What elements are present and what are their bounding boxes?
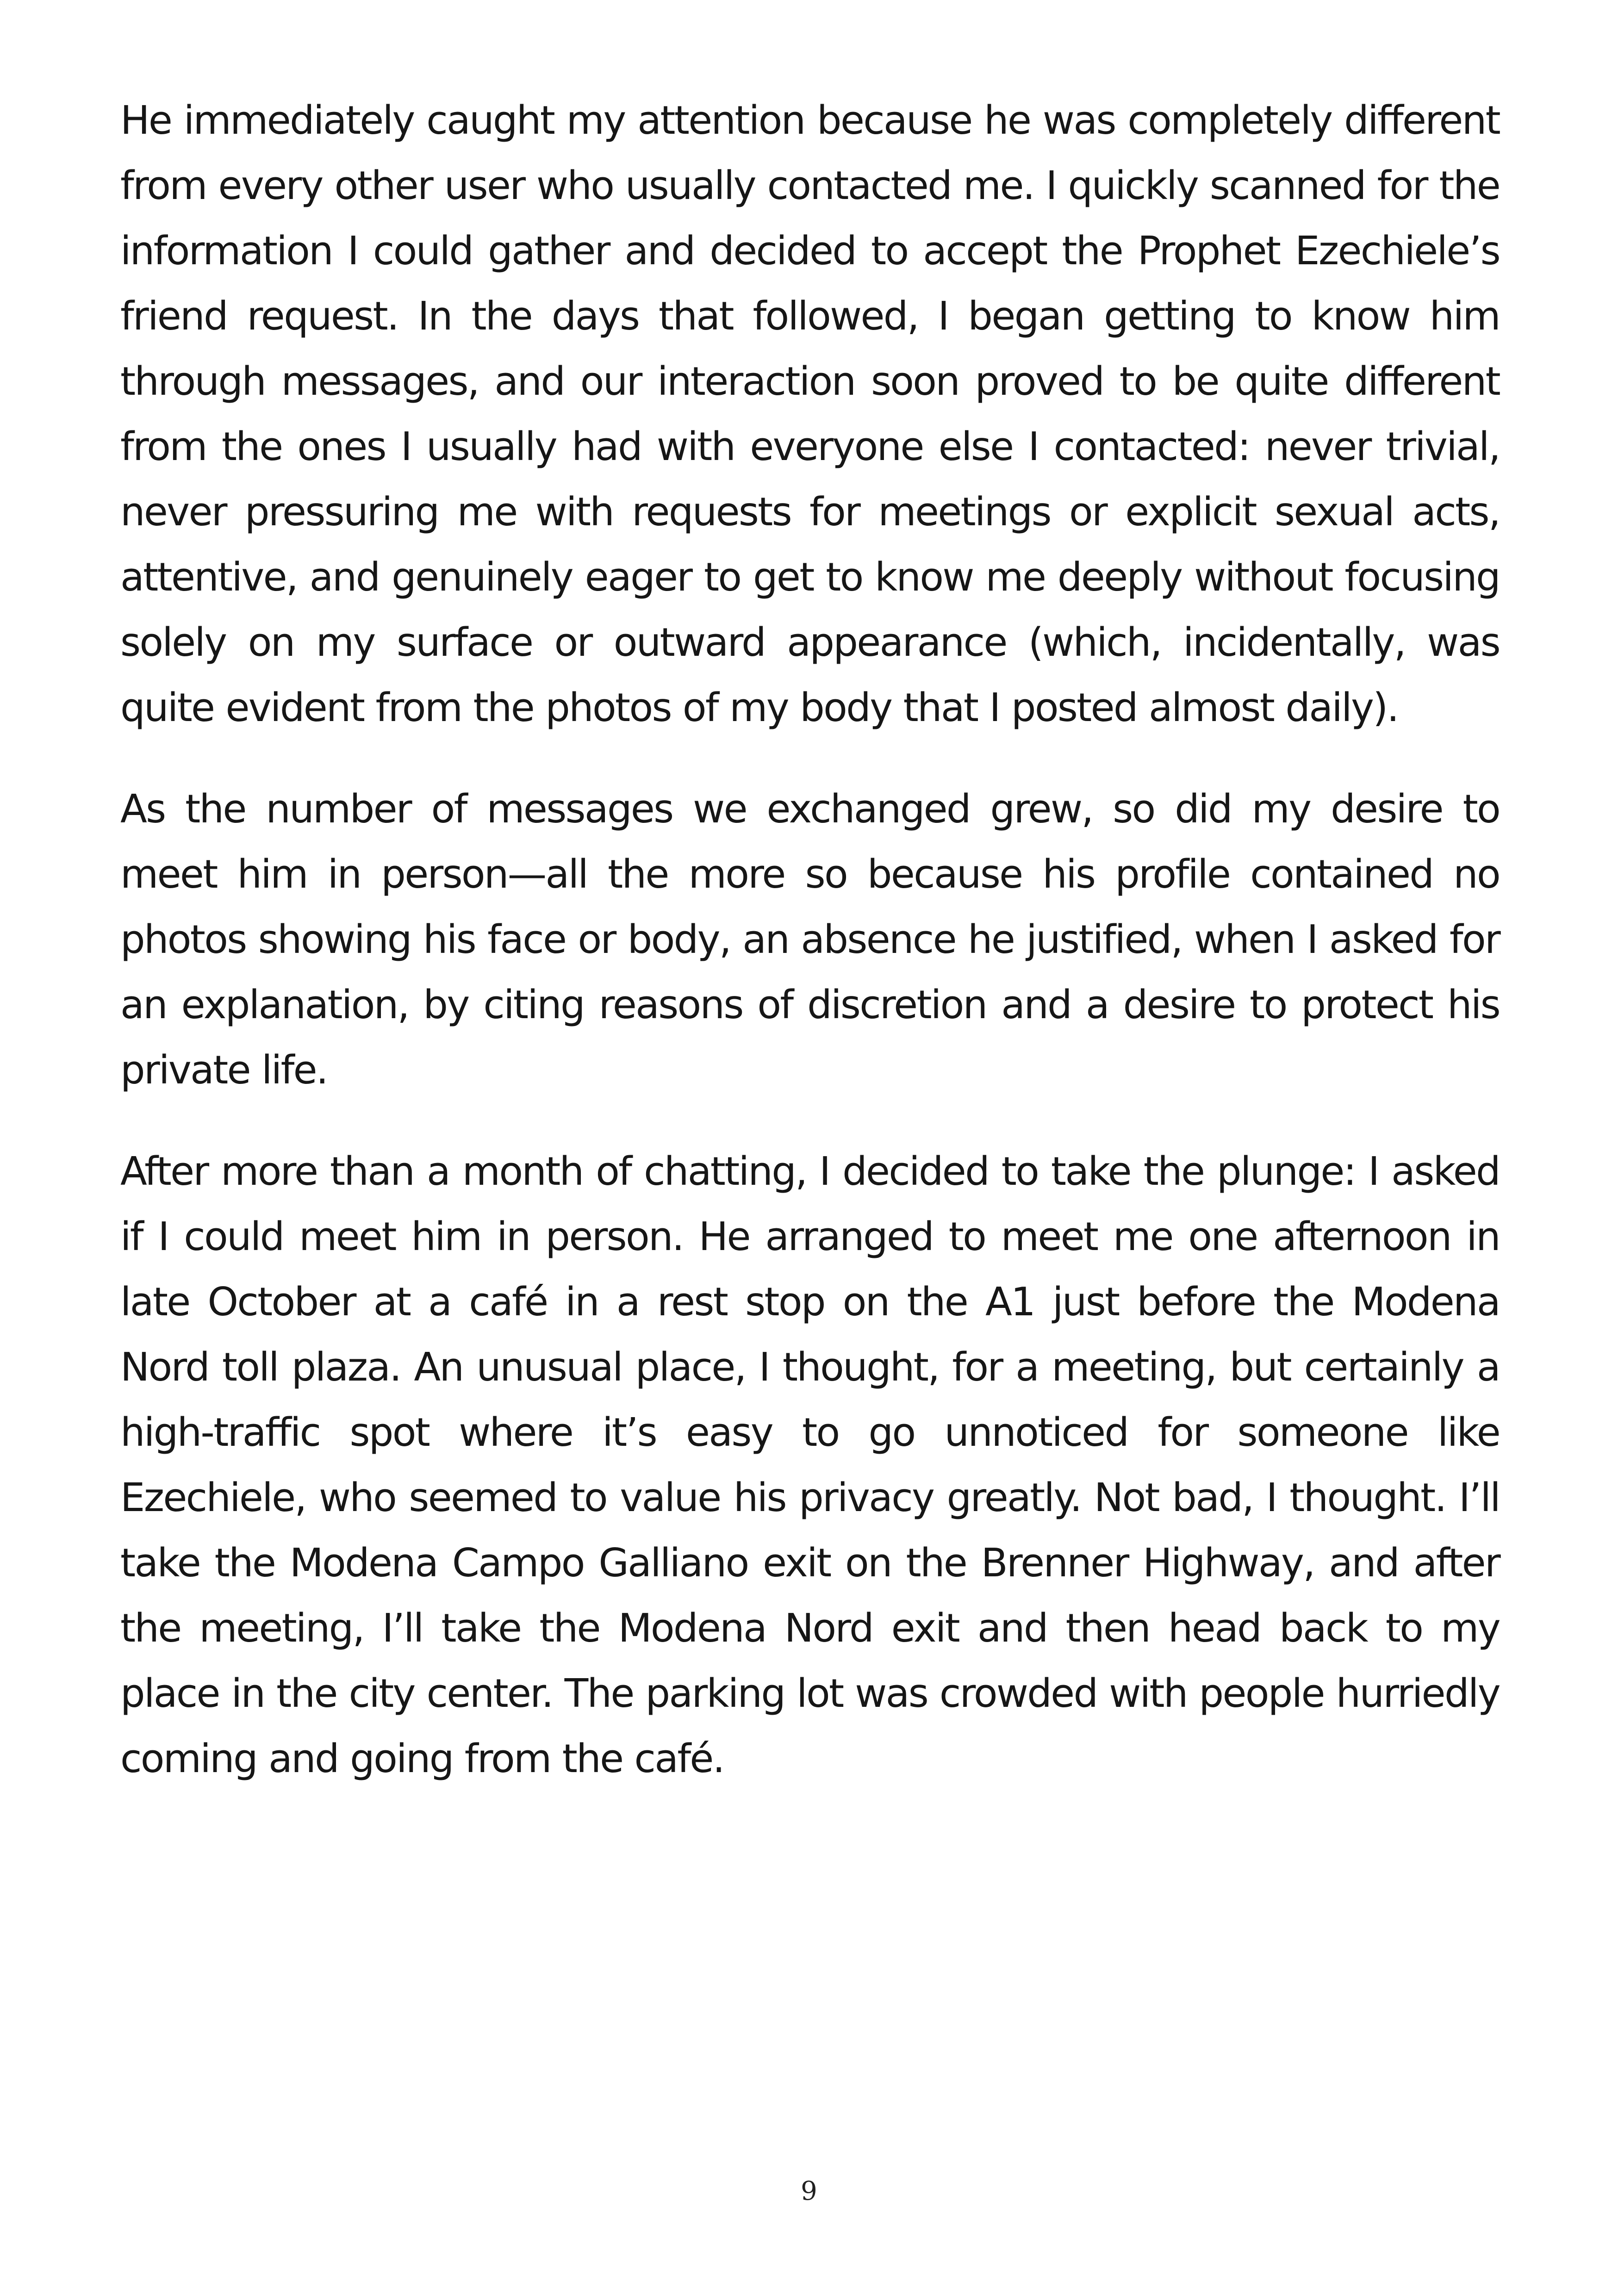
paragraph-1: He immediately caught my attention because he was completely different from every other user who usually contacted me. I quickly scanned for the information I could gather and decided to accept the Prophet Ezechiele’s friend request. In the days that followed, I began getting to know him through messages, and our interaction soon proved to be quite different from the ones I usually had with everyone else I contacted: never trivial, never pressuring me with requests for meetings or explicit sexual acts, attentive, and genuinely eager to get to know me deeply without focusing solely on my surface or outward appearance (which, incidentally, was quite evident from the photos of my body that I posted almost daily). <box>120 98 1500 730</box>
paragraph-3: After more than a month of chatting, I decided to take the plunge: I asked if I could meet him in person. He arranged to meet me one afternoon in late October at a café in a rest stop on the A1 just before the Modena Nord toll plaza. An unusual place, I thought, for a meeting, but certainly a high-traffic spot where it’s easy to go unnoticed for someone like Ezechiele, who seemed to value his privacy greatly. Not bad, I thought. I’ll take the Modena Campo Galliano exit on the Brenner Highway, and after the meeting, I’ll take the Modena Nord exit and then head back to my place in the city center. The parking lot was crowded with people hurriedly coming and going from the café. <box>120 1149 1500 1781</box>
body-text <box>120 88 1500 1792</box>
page-number: 9 <box>801 2176 817 2206</box>
paragraph-2: As the number of messages we exchanged grew, so did my desire to meet him in person—all the more so because his profile contained no photos showing his face or body, an absence he justified, when I asked for an explanation, by citing reasons of discretion and a desire to protect his private life. <box>120 786 1500 1093</box>
